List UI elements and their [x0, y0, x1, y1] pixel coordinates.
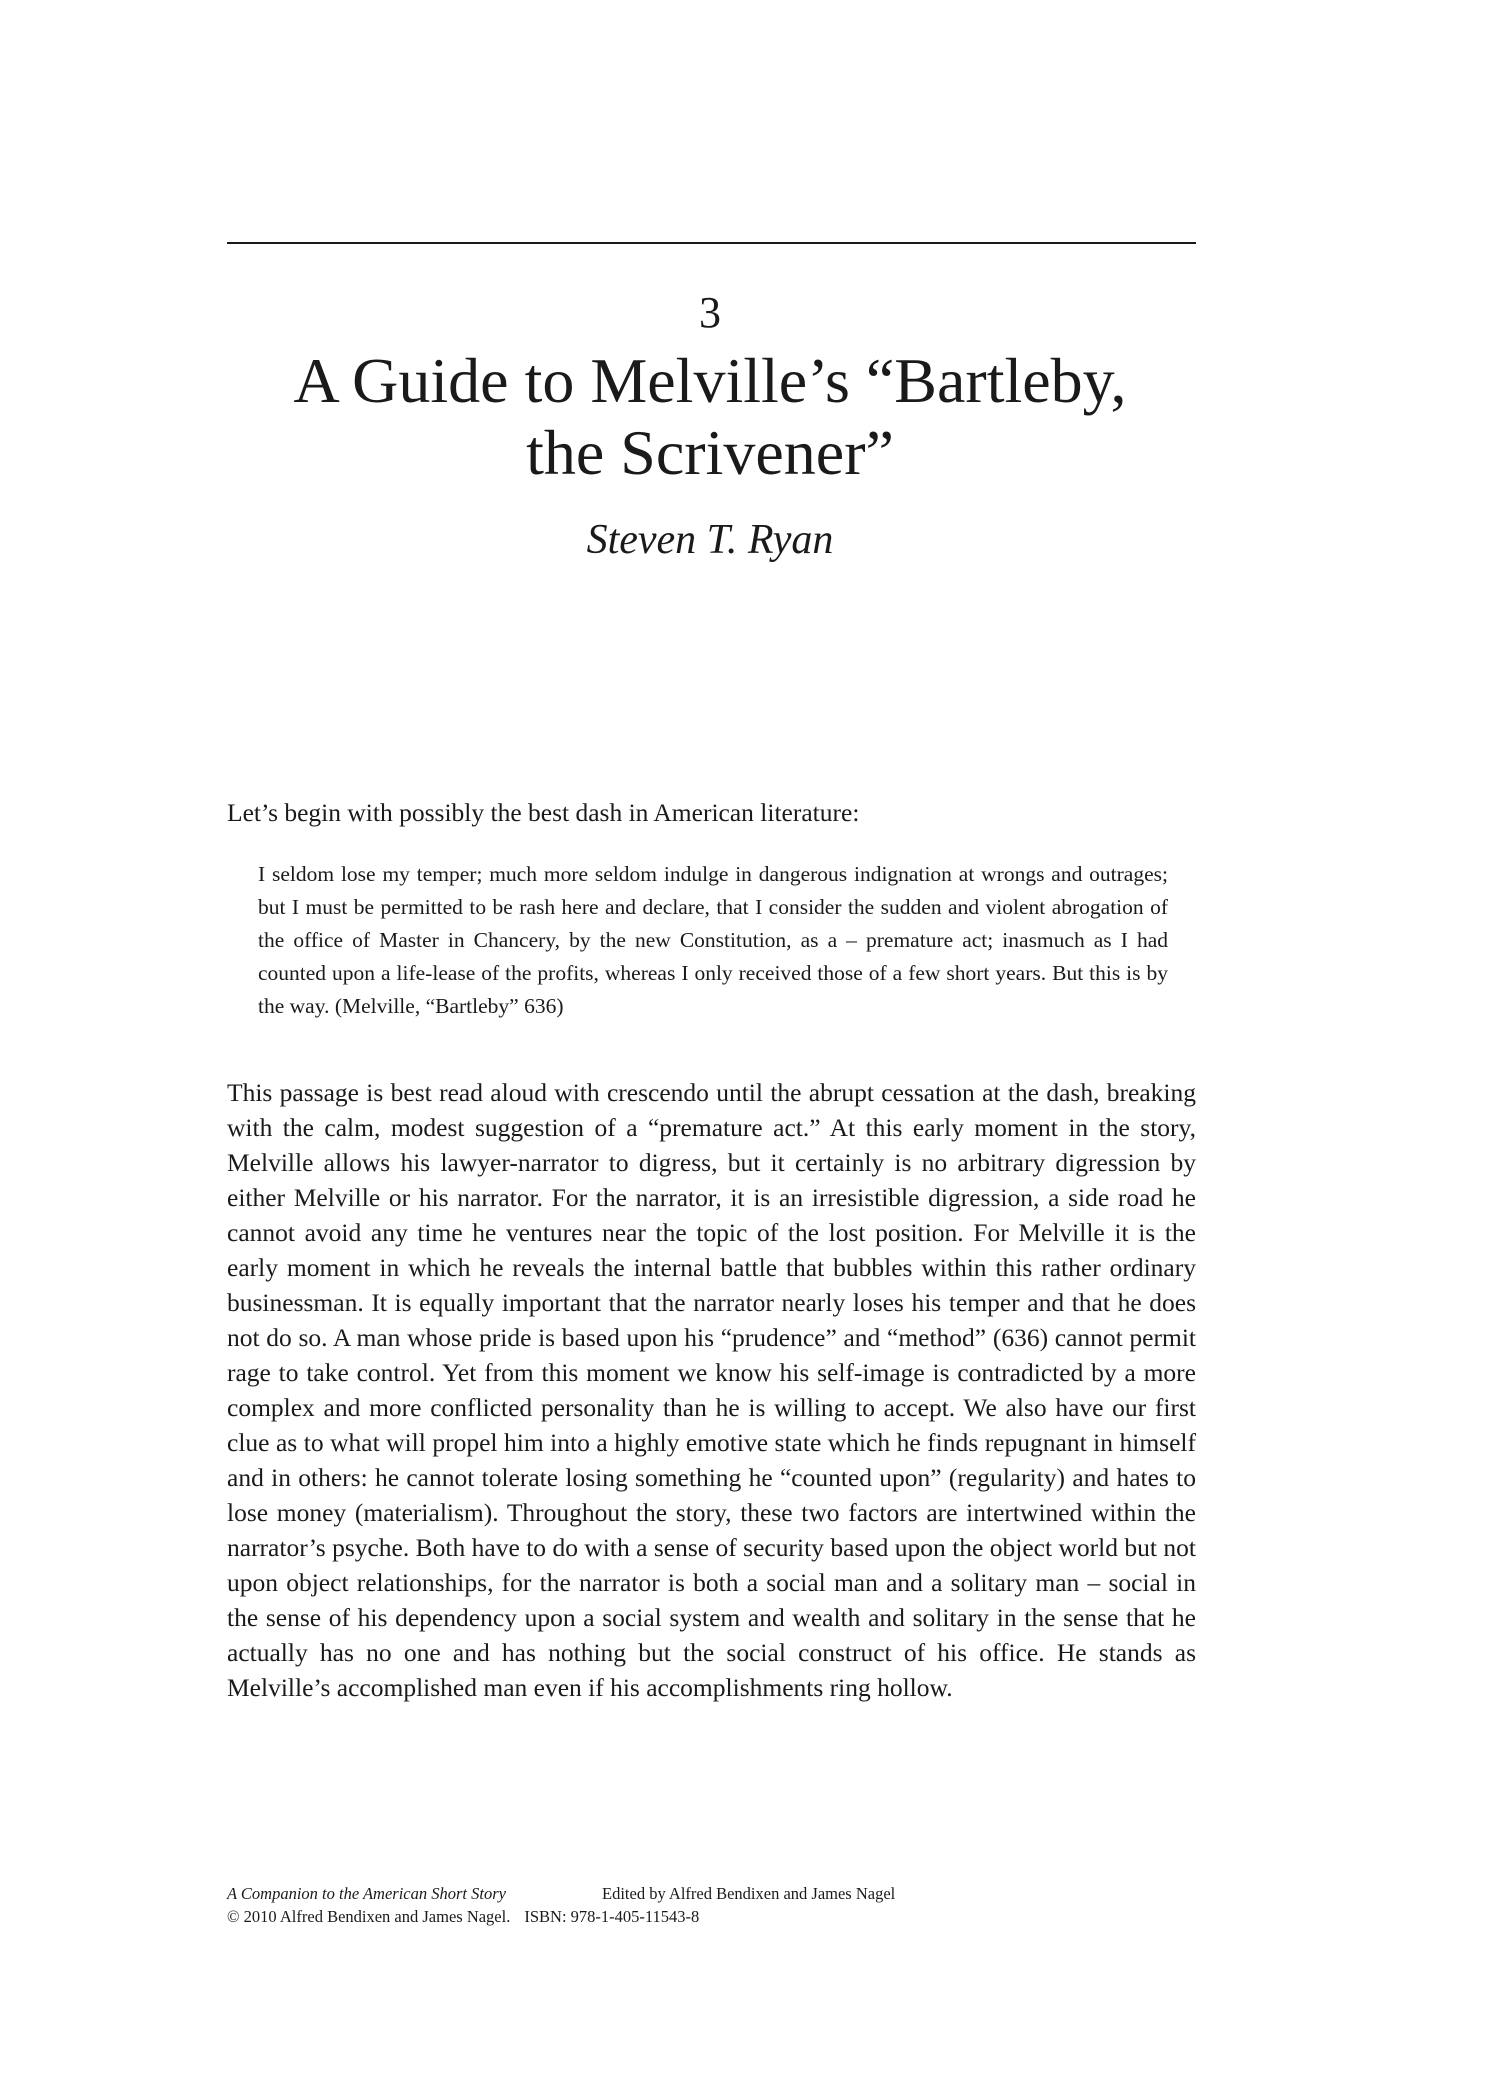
chapter-number: 3 — [699, 288, 721, 337]
page-footer — [227, 1882, 1196, 1928]
footer-line-2 — [227, 1905, 1196, 1928]
chapter-title — [0, 345, 1420, 489]
chapter-title-line-2: the Scrivener” — [526, 417, 894, 488]
intro-sentence: Let’s begin with possibly the best dash in American literature: — [227, 798, 860, 827]
chapter-top-rule — [227, 242, 1196, 244]
footer-book-title: A Companion to the American Short Story — [227, 1884, 506, 1903]
body-paragraph: This passage is best read aloud with crescendo until the abrupt cessation at the dash, breaking with the calm, modest suggestion of a “premature act.” At this early moment in the story, Melville allows his lawyer-narrator to digress, but it certainly is no arbitrary digression by either Melville or his narrator. For the narrator, it is an irresistible digression, a side road he cannot avoid any time he ventures near the topic of the lost position. For Melville it is the early moment in which he reveals the internal battle that bubbles within this rather ordinary businessman. It is equally important that the narrator nearly loses his temper and that he does not do so. A man whose pride is based upon his “prudence” and “method” (636) cannot permit rage to take control. Yet from this moment we know his self-image is contradicted by a more complex and more conflicted personality than he is willing to accept. We also have our first clue as to what will propel him into a highly emotive state which he finds repugnant in himself and in others: he cannot tolerate losing something he “counted upon” (regularity) and hates to lose money (materialism). Throughout the story, these two factors are intertwined within the narrator’s psyche. Both have to do with a sense of security based upon the object world but not upon object relationships, for the narrator is both a social man and a solitary man – social in the sense of his dependency upon a social system and wealth and solitary in the sense that he actually has no one and has nothing but the social construct of his office. He stands as Melville’s accomplished man even if his accomplishments ring hollow. — [227, 1078, 1196, 1702]
chapter-author: Steven T. Ryan — [586, 517, 834, 563]
footer-isbn: ISBN: 978-1-405-11543-8 — [524, 1907, 700, 1926]
block-quotation: I seldom lose my temper; much more seldom indulge in dangerous indignation at wrongs and outrages; but I must be permitted to be rash here and declare, that I consider the sudden and violent abrogation of the office of Master in Chancery, by the new Constitution, as a – premature act; inasmuch as I had counted upon a life-lease of the profits, whereas I only received those of a few short years. But this is by the way. (Melville, “Bartleby” 636) — [258, 862, 1168, 1018]
footer-editors: Edited by Alfred Bendixen and James Nagel — [602, 1884, 896, 1903]
chapter-title-line-1: A Guide to Melville’s “Bartleby, — [293, 345, 1127, 416]
footer-copyright: © 2010 Alfred Bendixen and James Nagel. — [227, 1907, 511, 1926]
footer-line-1 — [227, 1882, 1196, 1905]
